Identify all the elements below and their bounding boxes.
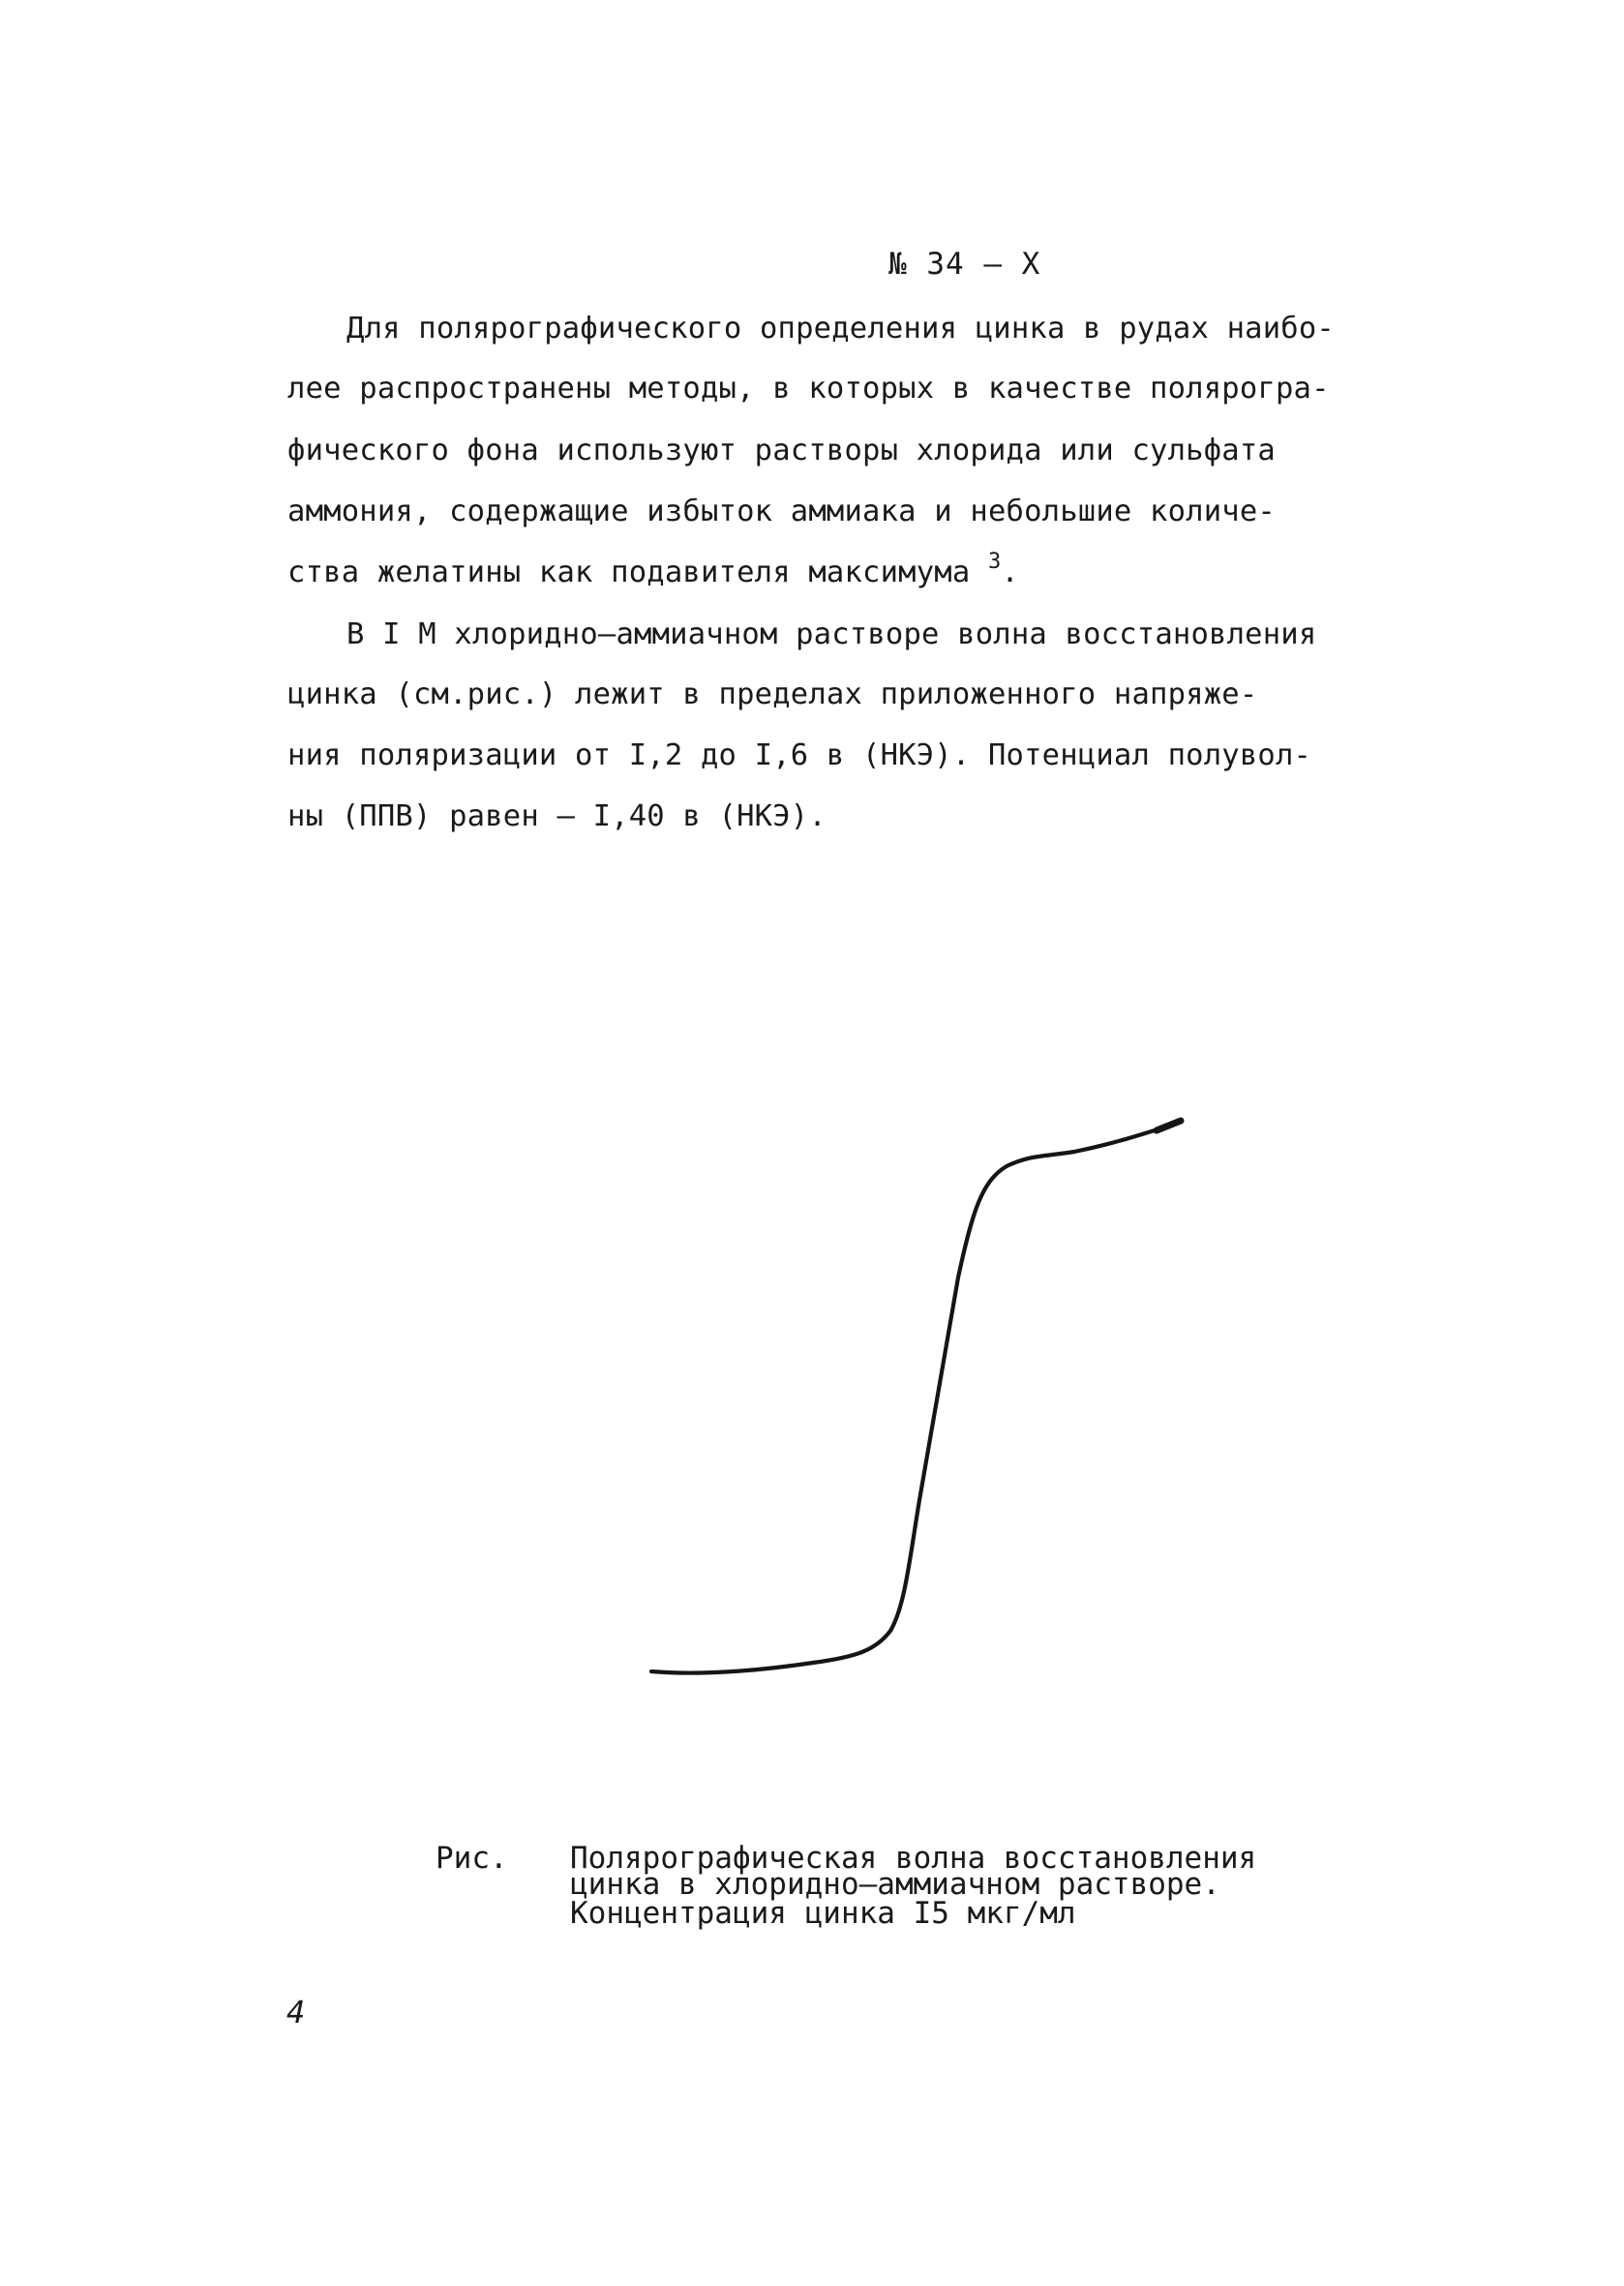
footnote-tail: . xyxy=(1001,556,1019,589)
polarographic-wave-curve xyxy=(651,1123,1179,1673)
figure-caption-line-1: Полярографическая волна восстановления xyxy=(570,1841,1257,1876)
figure-caption-label: Рис. xyxy=(436,1841,508,1876)
body-line-9: ны (ППВ) равен – I,40 в (НКЭ). xyxy=(287,799,827,833)
body-line-5: ства желатины как подавителя максимума xyxy=(287,556,971,589)
body-line-2: лее распространены методы, в которых в качестве полярогра- xyxy=(287,372,1330,406)
page-number: 4 xyxy=(286,1994,306,2030)
footnote-reference: 3 xyxy=(987,550,1002,574)
curve-end-blot xyxy=(1157,1121,1181,1130)
body-line-3: фического фона используют растворы хлорида или сульфата xyxy=(287,434,1276,467)
figure-caption-line-2: цинка в хлоридно–аммиачном растворе. xyxy=(570,1867,1220,1902)
body-line-7: цинка (см.рис.) лежит в пределах приложенного напряже- xyxy=(287,677,1258,711)
body-line-6: В I М хлоридно–аммиачном растворе волна восстановления xyxy=(346,617,1317,651)
body-line-4: аммония, содержащие избыток аммиака и небольшие количе- xyxy=(287,495,1276,528)
body-line-8: ния поляризации от I,2 до I,6 в (НКЭ). Потенциал полувол- xyxy=(287,738,1312,772)
body-line-1: Для полярографического определения цинка в рудах наибо- xyxy=(346,312,1335,346)
body-line-5-container xyxy=(287,550,1019,592)
document-number: № 34 – X xyxy=(888,247,1041,282)
figure-caption-line-3: Концентрация цинка I5 мкг/мл xyxy=(570,1896,1076,1931)
